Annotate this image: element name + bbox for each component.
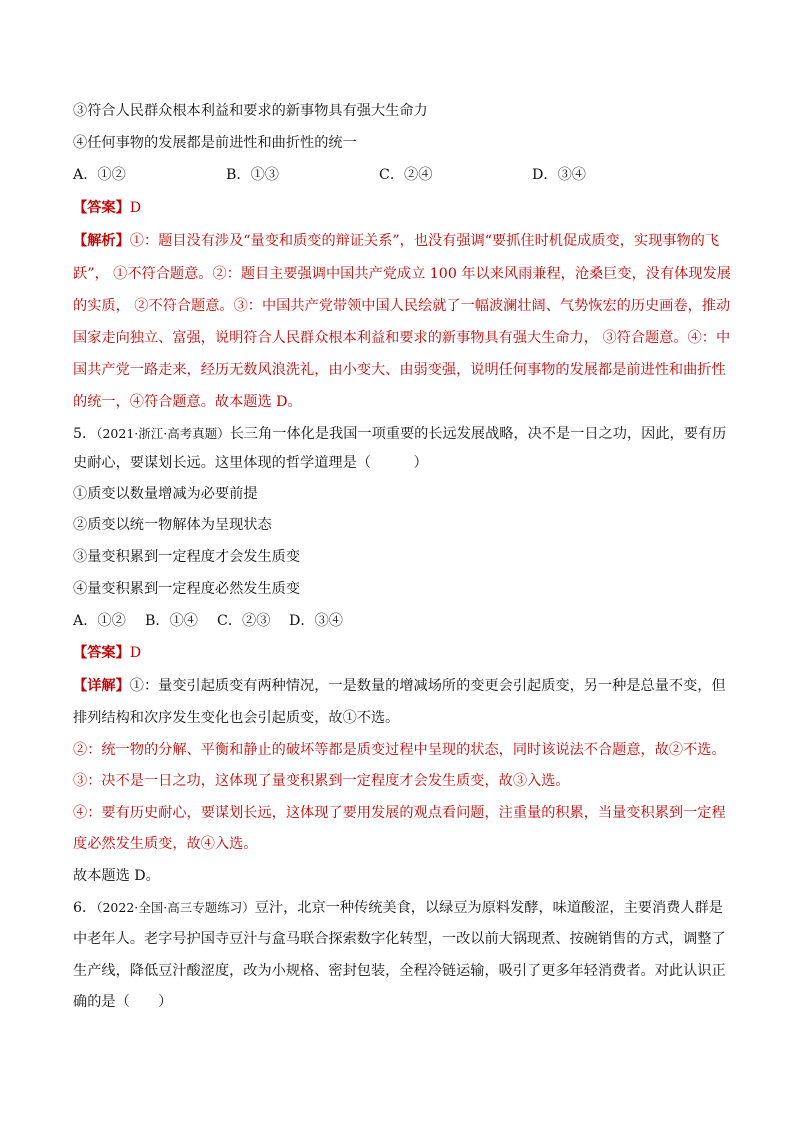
q5-statement-2: ②质变以统一物解体为呈现状态 [73, 517, 272, 533]
q4-analysis-line-4: 国家走向独立、富强，说明符合人民群众根本利益和要求的新事物具有强大生命力， ③符合题意。④：中 [73, 330, 731, 346]
q5-answer-tag: 【答案】 [73, 645, 130, 661]
q6-stem-line-3: 生产线，降低豆汁酸涩度，改为小规格、密封包装，全程冷链运输，吸引了更多年轻消费者。对此认识正 [73, 963, 726, 979]
q5-options [73, 611, 343, 631]
q5-detail-line-4: ③：决不是一日之功，这体现了量变积累到一定程度才会发生质变，故③入选。 [73, 773, 570, 789]
q5-option-c: C．②③ [217, 613, 271, 629]
q5-detail-line-1: 【详解】①：量变引起质变有两种情况，一是数量的增减场所的变更会引起质变，另一种是总量不变，但 [73, 678, 726, 694]
q4-option-c: C．②④ [379, 167, 433, 183]
q6-stem-line-4: 确的是（ ） [73, 994, 173, 1010]
q4-statement-4: ④任何事物的发展都是前进性和曲折性的统一 [73, 135, 357, 151]
q4-analysis-line-6: 的统一，④符合题意。故本题选 D。 [73, 394, 302, 410]
q4-analysis-line-1: 【解析】①：题目没有涉及“量变和质变的辩证关系”，也没有强调“要抓住时机促成质变，实现事物的飞 [73, 233, 720, 249]
q5-stem-line-2: 史耐心，要谋划长远。这里体现的哲学道理是（ ） [73, 455, 428, 471]
q4-analysis-line-3: 的实质， ②不符合题意。③：中国共产党带领中国人民绘就了一幅波澜壮阔、气势恢宏的历史画卷，推动 [73, 298, 731, 314]
q5-detail-line-3: ②：统一物的分解、平衡和静止的破坏等都是质变过程中呈现的状态，同时该说法不合题意，故②不选。 [73, 742, 726, 758]
q5-detail-line-6: 度必然发生质变，故④入选。 [73, 836, 258, 852]
q5-source: （2021·浙江·高考真题） [96, 426, 230, 441]
q5-number: 5． [73, 426, 97, 442]
q4-options [73, 165, 586, 185]
q4-answer-tag: 【答案】 [73, 200, 130, 216]
q5-option-b: B．①④ [145, 613, 198, 629]
q4-analysis-line-5: 国共产党一路走来，经历无数风浪洗礼，由小变大、由弱变强，说明任何事物的发展都是前进性和曲折性 [73, 362, 726, 378]
q6-number: 6． [73, 900, 97, 916]
q5-statement-3: ③量变积累到一定程度才会发生质变 [73, 549, 301, 565]
q5-option-d: D．③④ [289, 613, 343, 629]
q5-answer-value: D [129, 645, 142, 661]
q5-stem-line-1: 5．（2021·浙江·高考真题）长三角一体化是我国一项重要的长远发展战略，决不是一日之功，因此，要有历 [73, 426, 727, 442]
q4-option-d: D．③④ [532, 167, 586, 183]
q5-statement-4: ④量变积累到一定程度必然发生质变 [73, 581, 301, 597]
q6-stem-line-2: 中老年人。老字号护国寺豆汁与盒马联合探索数字化转型，一改以前大锅现煮、按碗销售的方式，调整了 [73, 931, 726, 947]
q4-option-a: A．①② [73, 167, 126, 183]
q4-option-b: B．①③ [226, 167, 279, 183]
q5-detail-line-7: 故本题选 D。 [73, 868, 160, 884]
q4-statement-3: ③符合人民群众根本利益和要求的新事物具有强大生命力 [73, 103, 428, 119]
q4-analysis-line-2: 跃”， ①不符合题意。②：题目主要强调中国共产党成立 100 年以来风雨兼程，沧桑巨变，没有体现发展 [73, 266, 731, 282]
q4-answer-value: D [129, 200, 142, 216]
q6-source: （2022·全国·高三专题练习） [96, 900, 255, 915]
q5-detail-line-5: ④：要有历史耐心，要谋划长远，这体现了要用发展的观点看问题，注重量的积累，当量变积累到一定程 [73, 805, 726, 821]
q5-option-a: A．①② [73, 613, 126, 629]
q4-answer [73, 198, 141, 218]
q5-answer [73, 643, 141, 663]
q4-analysis-tag: 【解析】 [73, 233, 130, 249]
q6-stem-line-1: 6．（2022·全国·高三专题练习）豆汁，北京一种传统美食，以绿豆为原料发酵，味道酸涩，主要消费人群是 [73, 900, 723, 916]
q5-detail-tag: 【详解】 [73, 678, 130, 694]
q5-statement-1: ①质变以数量增减为必要前提 [73, 486, 258, 502]
q5-detail-line-2: 排列结构和次序发生变化也会引起质变，故①不选。 [73, 710, 400, 726]
